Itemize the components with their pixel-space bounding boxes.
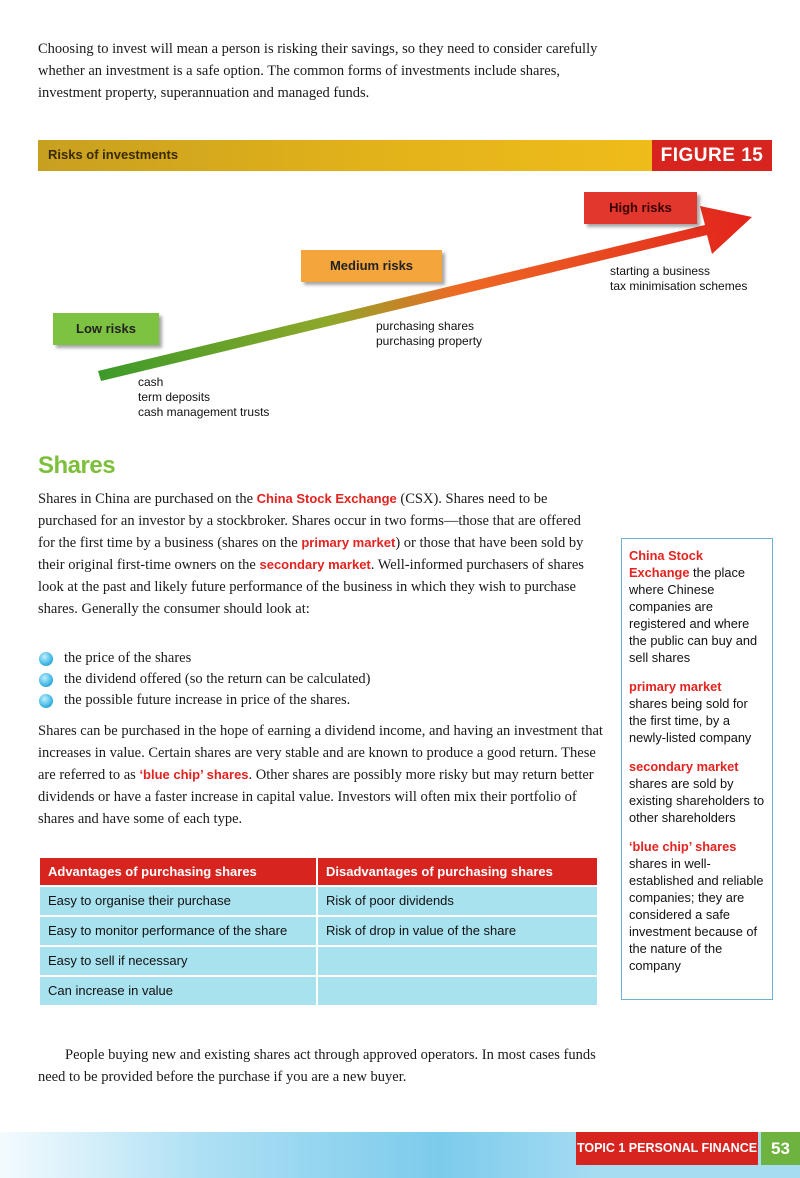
shares-heading: Shares <box>38 452 116 479</box>
risk-item: starting a business <box>610 264 711 278</box>
shares-paragraph-3: People buying new and existing shares act through approved operators. In most cases funds need to be provided before the purchase if you are a new buyer. <box>38 1047 596 1085</box>
bullet-icon <box>39 673 53 687</box>
list-item <box>38 669 598 690</box>
advantages-disadvantages-table <box>40 858 597 1005</box>
table-cell: Can increase in value <box>40 976 317 1005</box>
text-run: Shares in China are purchased on the <box>38 491 257 507</box>
list-item-text: the dividend offered (so the return can be calculated) <box>64 671 371 687</box>
table-row <box>40 886 597 916</box>
high-risks-box: High risks <box>584 192 697 224</box>
text-run: . Well-informed purchasers of shares look at the past and likely future performance of the business in which they wish to purchase shares. Generally the consumer should look at: <box>38 557 584 617</box>
text-run: ) or those that have been sold by their original first-time owners on the <box>38 535 584 573</box>
glossary-term: ‘blue chip’ shares <box>629 839 737 854</box>
glossary-entry <box>629 547 766 666</box>
glossary-entry <box>629 678 766 746</box>
table-cell <box>317 976 597 1005</box>
high-risk-items <box>610 264 747 294</box>
table-row <box>40 976 597 1005</box>
text-run: (CSX). Shares need to be purchased for an investor by a stockbroker. Shares occur in two forms—those that are offered for the first time by a business (shares on the <box>38 491 581 551</box>
figure-title-bar <box>38 140 772 171</box>
table-cell: Risk of poor dividends <box>317 886 597 916</box>
table-row <box>40 916 597 946</box>
risk-item: cash <box>138 375 164 389</box>
risk-item: purchasing shares <box>376 319 475 333</box>
low-risk-items <box>138 375 269 420</box>
bullet-icon <box>39 652 53 666</box>
list-item-text: the price of the shares <box>64 650 192 666</box>
risk-item: term deposits <box>138 390 211 404</box>
medium-risk-items <box>376 319 482 349</box>
consider-list <box>38 648 598 711</box>
csx-term: China Stock Exchange <box>256 491 397 506</box>
blue-chip-term: ‘blue chip’ shares <box>139 767 249 782</box>
glossary-term: China Stock Exchange <box>629 548 703 580</box>
low-risks-box: Low risks <box>53 313 159 345</box>
footer-topic: TOPIC 1 PERSONAL FINANCE <box>576 1132 758 1165</box>
table-cell: Easy to sell if necessary <box>40 946 317 976</box>
table-header-row <box>40 858 597 886</box>
risk-item: cash management trusts <box>138 405 270 419</box>
table-cell <box>317 946 597 976</box>
table-row <box>40 946 597 976</box>
shares-paragraph-2 <box>38 720 603 830</box>
table-cell: Easy to monitor performance of the share <box>40 916 317 946</box>
list-item-text: the possible future increase in price of the shares. <box>64 692 351 708</box>
glossary-definition: shares being sold for the first time, by a newly-listed company <box>629 696 752 745</box>
risk-item: purchasing property <box>376 334 483 348</box>
text-run: Shares can be purchased in the hope of earning a dividend income, and having an investment that increases in value. Certain shares are very stable and are known to produce a good return. These are referred to as <box>38 723 603 783</box>
glossary-definition: shares in well-established and reliable companies; they are considered a safe investment because of the nature of the company <box>629 856 764 973</box>
glossary-term: primary market <box>629 679 722 694</box>
glossary-definition: shares are sold by existing shareholders to other shareholders <box>629 776 765 825</box>
text-run: . Other shares are possibly more risky but may return better dividends or have a faster increase in capital value. Investors will often mix their portfolio of shares and have some of each type. <box>38 767 594 827</box>
glossary-entry <box>629 758 766 826</box>
shares-paragraph-1 <box>38 488 598 620</box>
table-cell: Risk of drop in value of the share <box>317 916 597 946</box>
list-item <box>38 648 598 669</box>
page-number: 53 <box>761 1132 800 1165</box>
primary-market-term: primary market <box>301 535 396 550</box>
secondary-market-term: secondary market <box>259 557 371 572</box>
figure-label: FIGURE 15 <box>652 140 772 171</box>
glossary-sidebar <box>621 538 773 1000</box>
table-cell: Easy to organise their purchase <box>40 886 317 916</box>
glossary-definition: the place where Chinese companies are registered and where the public can buy and sell shares <box>629 565 758 665</box>
risk-item: tax minimisation schemes <box>610 279 748 293</box>
glossary-entry <box>629 838 766 974</box>
intro-paragraph: Choosing to invest will mean a person is risking their savings, so they need to consider carefully whether an investment is a safe option. The common forms of investments include shares, investment property, superannuation and managed funds. <box>38 41 598 101</box>
list-item <box>38 690 598 711</box>
medium-risks-box: Medium risks <box>301 250 442 282</box>
bullet-icon <box>39 694 53 708</box>
column-header-advantages: Advantages of purchasing shares <box>40 858 317 886</box>
glossary-term: secondary market <box>629 759 739 774</box>
page-footer <box>0 1132 800 1178</box>
figure-title: Risks of investments <box>48 147 179 162</box>
column-header-disadvantages: Disadvantages of purchasing shares <box>317 858 597 886</box>
